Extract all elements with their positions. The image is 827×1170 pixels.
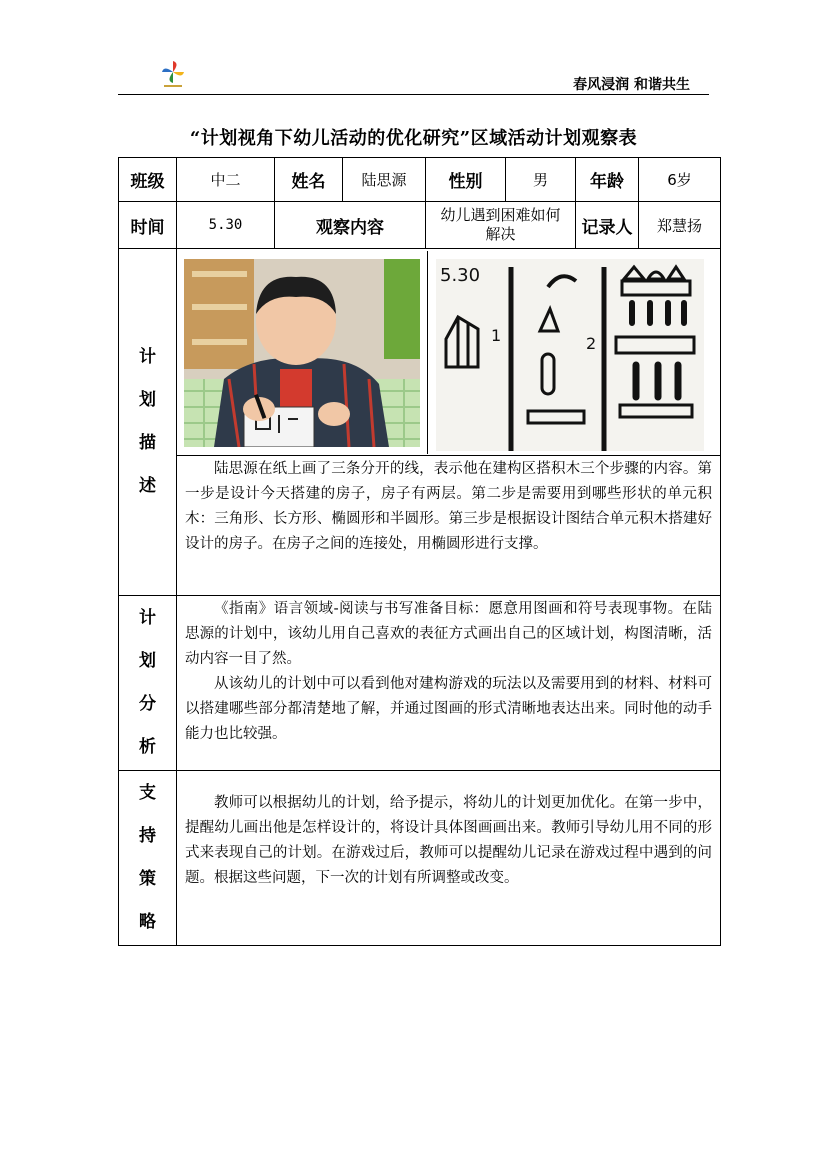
recorder-label: 记录人 — [576, 202, 639, 249]
support-strategy-row — [119, 771, 721, 946]
observation-table — [118, 157, 721, 946]
plan-drawing-photo — [436, 259, 704, 451]
observation-content-label: 观察内容 — [275, 202, 426, 249]
drawing-date-mark: 5.30 — [440, 264, 481, 286]
age-label: 年龄 — [576, 158, 639, 202]
recorder-value: 郑慧扬 — [639, 202, 721, 249]
child-drawing-photo — [184, 259, 420, 447]
page-title: “计划视角下幼儿活动的优化研究”区域活动计划观察表 — [189, 128, 638, 149]
info-row-2 — [119, 202, 721, 249]
photo-divider — [427, 251, 428, 454]
support-strategy-label: 支 持 策 略 — [119, 771, 177, 946]
age-value: 6岁 — [639, 158, 721, 202]
drawing-step-1-mark: 1 — [491, 325, 502, 345]
plan-analysis-paragraph-2: 从该幼儿的计划中可以看到他对建构游戏的玩法以及需要用到的材料、材料可以搭建哪些部分都清楚地了解，并通过图画的形式清晰地表达出来。同时他的动手能力也比较强。 — [185, 676, 712, 742]
info-row-1 — [119, 158, 721, 202]
plan-analysis-label: 计 划 分 析 — [119, 596, 177, 771]
name-label: 姓名 — [275, 158, 343, 202]
class-value: 中二 — [177, 158, 275, 202]
time-value: 5.30 — [177, 202, 275, 249]
header-slogan: 春风浸润 和谐共生 — [573, 77, 690, 93]
plan-description-label: 计 划 描 述 — [119, 249, 177, 596]
plan-analysis-row — [119, 596, 721, 771]
time-label: 时间 — [119, 202, 177, 249]
pinwheel-logo-icon — [161, 60, 185, 88]
name-value: 陆思源 — [343, 158, 426, 202]
plan-description-text: 陆思源在纸上画了三条分开的线，表示他在建构区搭积木三个步骤的内容。第一步是设计今天搭建的房子，房子有两层。第二步是需要用到哪些形状的单元积木：三角形、长方形、椭圆形和半圆形。第三步是根据设计图结合单元积木搭建好设计的房子。在房子之间的连接处，用椭圆形进行支撑。 — [185, 461, 712, 552]
observation-content-value: 幼儿遇到困难如何解决 — [426, 202, 576, 249]
plan-description-text-row — [119, 456, 721, 596]
support-strategy-text: 教师可以根据幼儿的计划，给予提示，将幼儿的计划更加优化。在第一步中，提醒幼儿画出他是怎样设计的，将设计具体图画画出来。教师引导幼儿用不同的形式来表现自己的计划。在游戏过后，教师可以提醒幼儿记录在游戏过程中遇到的问题。根据这些问题，下一次的计划有所调整或改变。 — [185, 795, 712, 886]
drawing-step-2-mark: 2 — [586, 333, 597, 353]
plan-description-photos-row — [119, 249, 721, 456]
plan-analysis-paragraph-1: 《指南》语言领域-阅读与书写准备目标：愿意用图画和符号表现事物。在陆思源的计划中，该幼儿用自己喜欢的表征方式画出自己的区域计划，构图清晰，活动内容一目了然。 — [185, 601, 712, 667]
gender-value: 男 — [506, 158, 576, 202]
class-label: 班级 — [119, 158, 177, 202]
header-divider — [118, 94, 709, 95]
gender-label: 性别 — [426, 158, 506, 202]
